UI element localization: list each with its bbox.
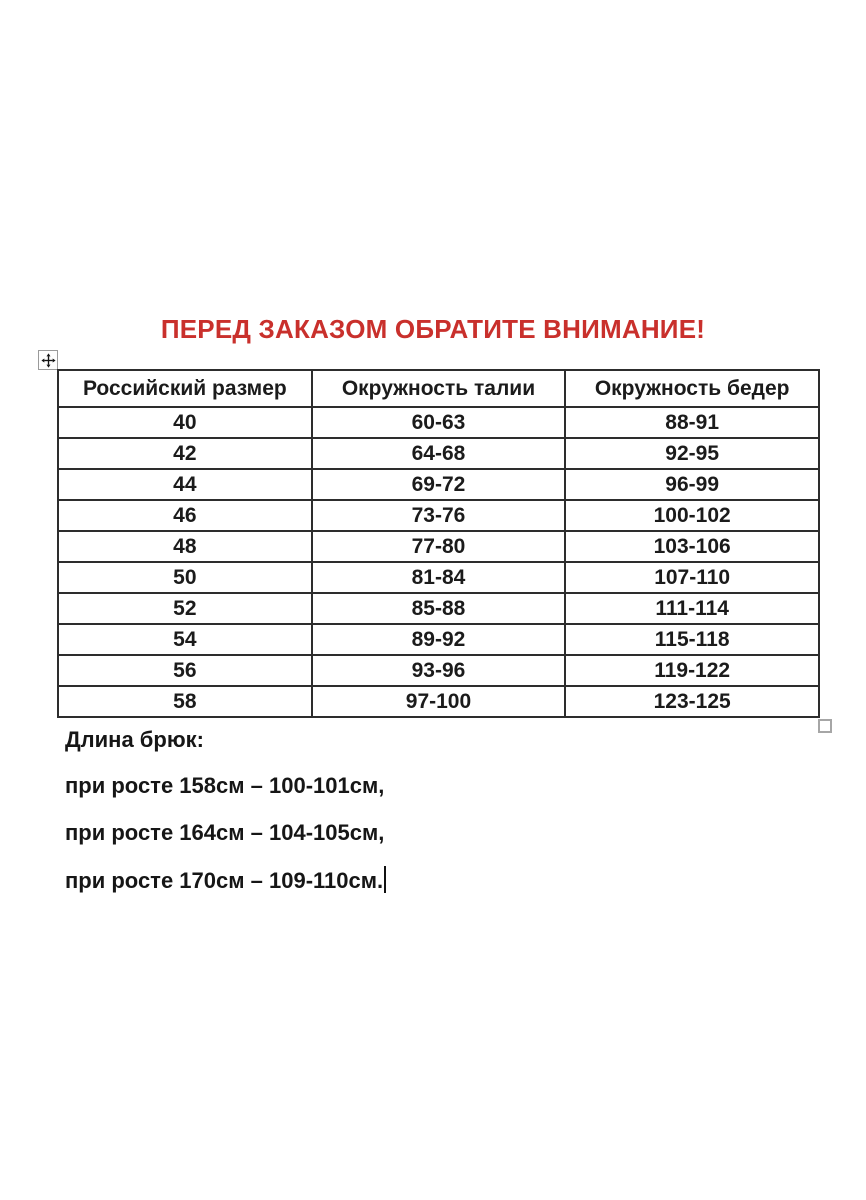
table-cell: 77-80	[312, 531, 566, 562]
table-cell: 97-100	[312, 686, 566, 717]
table-cell: 111-114	[565, 593, 819, 624]
header-hip-circumference: Окружность бедер	[565, 370, 819, 407]
pants-length-line: при росте 164см – 104-105см,	[65, 820, 385, 845]
table-cell: 103-106	[565, 531, 819, 562]
table-row	[58, 686, 819, 717]
table-cell: 92-95	[565, 438, 819, 469]
pants-length-heading: Длина брюк:	[65, 727, 204, 752]
table-cell: 58	[58, 686, 312, 717]
table-cell: 115-118	[565, 624, 819, 655]
table-cell: 56	[58, 655, 312, 686]
table-cell: 73-76	[312, 500, 566, 531]
table-cell: 54	[58, 624, 312, 655]
table-row	[58, 593, 819, 624]
table-cell: 50	[58, 562, 312, 593]
table-cell: 89-92	[312, 624, 566, 655]
table-cell: 44	[58, 469, 312, 500]
table-cell: 64-68	[312, 438, 566, 469]
table-row	[58, 531, 819, 562]
table-cell: 40	[58, 407, 312, 438]
table-resize-handle[interactable]	[818, 719, 832, 733]
table-cell: 119-122	[565, 655, 819, 686]
table-cell: 69-72	[312, 469, 566, 500]
table-cell: 48	[58, 531, 312, 562]
notice-title: ПЕРЕД ЗАКАЗОМ ОБРАТИТЕ ВНИМАНИЕ!	[160, 314, 706, 344]
text-cursor-icon	[384, 866, 386, 893]
table-row	[58, 655, 819, 686]
table-cell: 81-84	[312, 562, 566, 593]
table-cell: 60-63	[312, 407, 566, 438]
table-row	[58, 500, 819, 531]
table-cell: 96-99	[565, 469, 819, 500]
table-row	[58, 469, 819, 500]
table-cell: 100-102	[565, 500, 819, 531]
pants-length-line-text: при росте 170см – 109-110см.	[65, 868, 384, 893]
table-cell: 123-125	[565, 686, 819, 717]
table-cell: 93-96	[312, 655, 566, 686]
table-cell: 42	[58, 438, 312, 469]
header-waist-circumference: Окружность талии	[312, 370, 566, 407]
table-cell: 88-91	[565, 407, 819, 438]
table-row	[58, 438, 819, 469]
header-russian-size: Российский размер	[58, 370, 312, 407]
table-row	[58, 407, 819, 438]
table-cell: 52	[58, 593, 312, 624]
table-cell: 85-88	[312, 593, 566, 624]
table-move-handle-icon[interactable]	[38, 350, 58, 370]
table-header-row	[58, 370, 819, 407]
move-cross-icon	[41, 353, 56, 368]
table-cell: 46	[58, 500, 312, 531]
table-row	[58, 562, 819, 593]
pants-length-line	[65, 866, 386, 894]
table-row	[58, 624, 819, 655]
pants-length-line: при росте 158см – 100-101см,	[65, 773, 385, 798]
size-table	[57, 369, 820, 718]
table-cell: 107-110	[565, 562, 819, 593]
